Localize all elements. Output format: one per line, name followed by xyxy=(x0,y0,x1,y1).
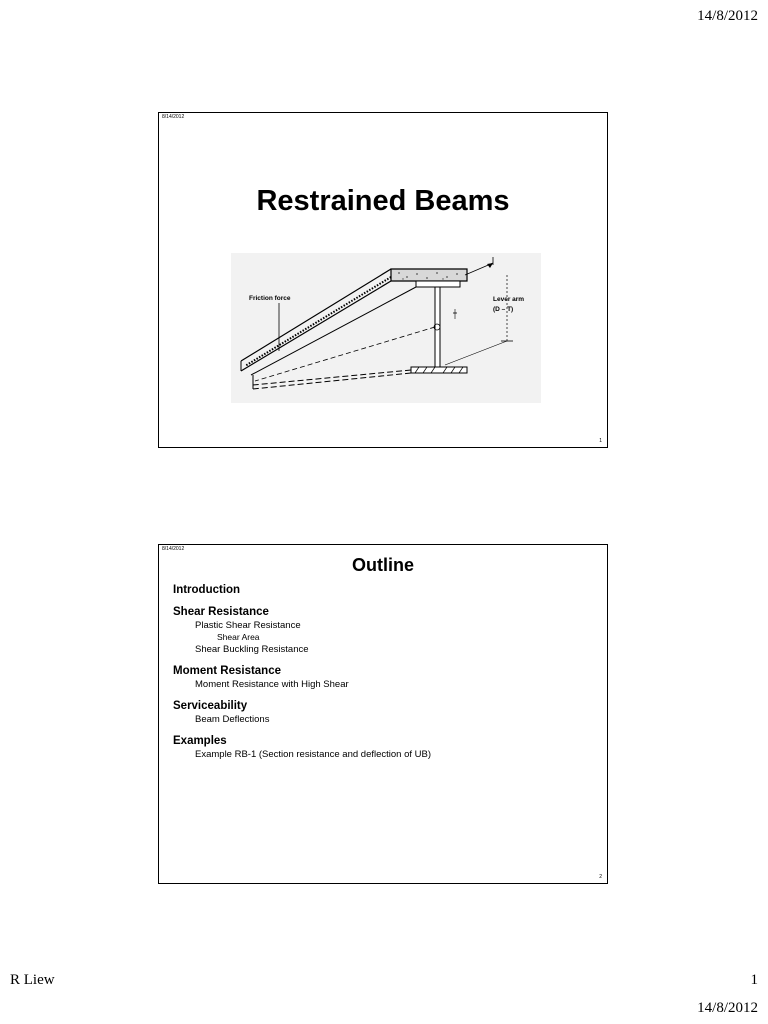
outline-item: Beam Deflections xyxy=(195,714,270,725)
footer-date: 14/8/2012 xyxy=(697,1000,758,1016)
section-heading: Examples xyxy=(173,735,227,747)
section-heading: Shear Resistance xyxy=(173,606,269,618)
outline-list xyxy=(173,583,431,769)
outline-item: Example RB-1 (Section resistance and deflection of UB) xyxy=(195,749,432,760)
slide-title: Restrained Beams xyxy=(256,185,510,217)
slide-date: 8/14/2012 xyxy=(162,546,185,552)
friction-force-label: Friction force xyxy=(249,295,291,302)
slide-2 xyxy=(158,544,608,884)
outline-section xyxy=(173,664,431,691)
outline-section xyxy=(173,583,431,597)
outline-subitem: Shear Area xyxy=(217,632,260,642)
slide-date: 8/14/2012 xyxy=(162,114,185,120)
outline-section xyxy=(173,605,431,656)
outline-section xyxy=(173,734,431,761)
lever-arm-label: Lever arm xyxy=(493,296,525,303)
outline-item: Shear Buckling Resistance xyxy=(195,644,309,655)
slide-1 xyxy=(158,112,608,448)
slide-title: Outline xyxy=(352,555,414,575)
beam-diagram-icon xyxy=(231,253,541,403)
outline-item: Moment Resistance with High Shear xyxy=(195,679,349,690)
footer-author: R Liew xyxy=(10,972,55,988)
outline-section xyxy=(173,699,431,726)
section-heading: Moment Resistance xyxy=(173,665,282,677)
slide-number: 1 xyxy=(599,438,602,444)
outline-item: Plastic Shear Resistance xyxy=(195,620,301,631)
page-header-date: 14/8/2012 xyxy=(697,8,758,24)
section-heading: Introduction xyxy=(173,584,241,596)
slide-number: 2 xyxy=(599,874,602,880)
lever-arm-formula: (D – T) xyxy=(493,306,514,313)
footer-page-number: 1 xyxy=(750,972,758,988)
section-heading: Serviceability xyxy=(173,700,248,712)
